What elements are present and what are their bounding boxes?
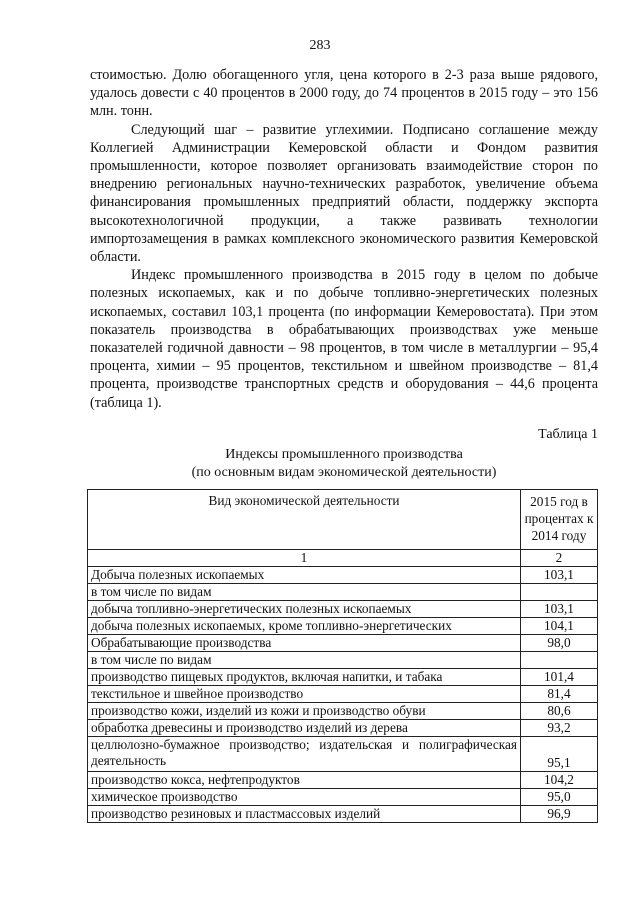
table-title-line1: Индексы промышленного производства (225, 447, 463, 462)
table-row (88, 601, 598, 618)
row-value: 96,9 (521, 806, 598, 823)
row-activity: текстильное и швейное производство (88, 686, 521, 703)
row-value: 104,2 (521, 772, 598, 789)
row-value: 104,1 (521, 618, 598, 635)
column-number-row (88, 550, 598, 567)
table-row (88, 703, 598, 720)
row-value: 81,4 (521, 686, 598, 703)
table-row (88, 652, 598, 669)
row-value (521, 652, 598, 669)
row-value: 101,4 (521, 669, 598, 686)
row-value (521, 584, 598, 601)
row-activity: химическое производство (88, 789, 521, 806)
row-activity: производство резиновых и пластмассовых изделий (88, 806, 521, 823)
table-header-row (88, 490, 598, 550)
table-label: Таблица 1 (538, 427, 598, 442)
row-value: 95,0 (521, 789, 598, 806)
table-row (88, 686, 598, 703)
industrial-index-table (87, 489, 598, 823)
row-value: 93,2 (521, 720, 598, 737)
row-activity: в том числе по видам (88, 584, 521, 601)
row-activity: добыча топливно-энергетических полезных ископаемых (88, 601, 521, 618)
table-row (88, 669, 598, 686)
column-number-1: 1 (88, 550, 521, 567)
table-row (88, 567, 598, 584)
paragraph-3: Индекс промышленного производства в 2015 году в целом по добыче полезных ископаемых, как и по добыче топливно-энергетических полезных ископаемых, составил 103,1 процента (по информации Кемеровостата). При этом показатель производства в обрабатывающих производствах уже меньше показателей годичной давности – 98 процентов, в том числе в металлургии – 95,4 процента, химии – 95 процентов, текстильном и швейном производстве – 81,4 процента, производстве транспортных средств и оборудования – 44,6 процента (таблица 1). (90, 267, 598, 411)
paragraph-1: стоимостью. Долю обогащенного угля, цена которого в 2-3 раза выше рядового, удалось довести с 40 процентов в 2000 году, до 74 процентов в 2015 году – это 156 млн. тонн. (90, 67, 598, 120)
table-row (88, 789, 598, 806)
table-row (88, 584, 598, 601)
row-value: 95,1 (521, 737, 598, 772)
row-activity: добыча полезных ископаемых, кроме топливно-энергетических (88, 618, 521, 635)
table-row (88, 772, 598, 789)
header-percent: 2015 год в процентах к 2014 году (521, 490, 598, 550)
table-row (88, 618, 598, 635)
column-number-2: 2 (521, 550, 598, 567)
row-activity: Добыча полезных ископаемых (88, 567, 521, 584)
row-value: 103,1 (521, 601, 598, 618)
table-title-line2: (по основным видам экономической деятельности) (191, 465, 497, 480)
row-activity: обработка древесины и производство изделий из дерева (88, 720, 521, 737)
table-title (90, 446, 598, 482)
paragraph-2: Следующий шаг – развитие углехимии. Подписано соглашение между Коллегией Администрации Кемеровской области и Фондом развития промышленности, которое позволяет организовать взаимодействие сторон по внедрению региональных научно-технических разработок, увеличение объема финансирования промышленных предприятий области, поддержку экспорта высокотехнологичной продукции, а также развивать технологии импортозамещения в рамках комплексного экономического развития Кемеровской области. (90, 121, 598, 266)
row-activity: Обрабатывающие производства (88, 635, 521, 652)
page-number: 283 (309, 38, 331, 53)
row-value: 103,1 (521, 567, 598, 584)
body-text (90, 66, 598, 412)
table-row (88, 720, 598, 737)
row-activity: производство пищевых продуктов, включая напитки, и табака (88, 669, 521, 686)
row-value: 98,0 (521, 635, 598, 652)
header-activity: Вид экономической деятельности (88, 490, 521, 550)
table-row (88, 635, 598, 652)
row-activity: производство кокса, нефтепродуктов (88, 772, 521, 789)
row-activity: производство кожи, изделий из кожи и производство обуви (88, 703, 521, 720)
row-activity: целлюлозно-бумажное производство; издательская и полиграфическая деятельность (88, 737, 521, 772)
table-row (88, 737, 598, 772)
row-activity: в том числе по видам (88, 652, 521, 669)
table-row (88, 806, 598, 823)
row-value: 80,6 (521, 703, 598, 720)
